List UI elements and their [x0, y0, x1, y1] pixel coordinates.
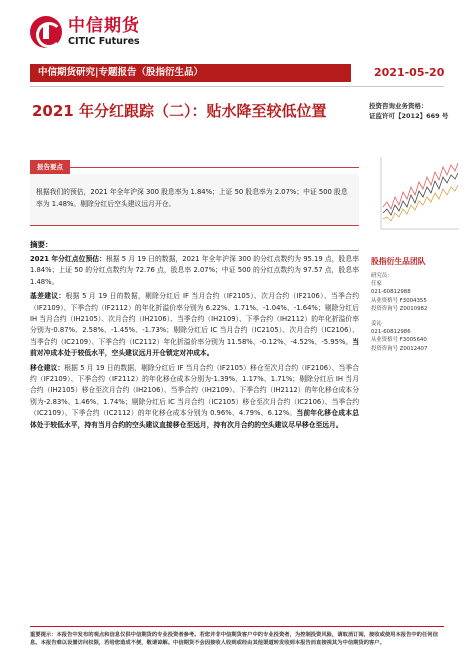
paragraph-text: 根据 5 月 19 日的数据，2021 年全年沪深 300 的分红点数约为 95.19 点，股息率 1.84%；上证 50 的分红点数约为 72.76 点，股息率 2.07%；中证 500 的分红点数约为 97.57 点，股息率 1.48%。 [30, 255, 359, 286]
analyst-certificate: 投资咨询号 Z0010982 [371, 305, 428, 312]
summary-divider [30, 250, 359, 251]
paragraph-emphasis: 当前年化移仓成本总体处于较低水平，持有当月合约的空头建议直接移仓至远月，持有次月合约的空头建议尽早移仓至远月。 [30, 409, 359, 429]
report-category-bar: 中信期货研究|专题报告（股指衍生品） [30, 64, 351, 82]
analyst-card [371, 320, 466, 353]
analyst-role: 研究员： [371, 273, 393, 279]
analyst-qualification: 从业资格号 F3004355 [371, 297, 427, 304]
company-logo [30, 16, 140, 48]
disclaimer-text: 重要提示：本报告中发布的观点和信息仅供中信期货的专业投资者参考。若您并非中信期货客户中的专业投资者，为控制投资风险，请取消订阅，接收或使用本报告中的任何信息。本报告难以设置访问权限，若给您造成不便，敬请谅解。中信期货不会因接收人收到或经由其他渠道转发收到本报告而直接视其为中信期货的客户。 [30, 632, 438, 647]
paragraph-lead: 移仓建议： [30, 363, 65, 372]
summary-paragraph-rollover [30, 363, 359, 431]
summary-paragraph-dividend [30, 254, 359, 288]
summary-body [30, 254, 359, 434]
team-title: 股指衍生品团队 [371, 257, 426, 266]
citic-logo-icon [30, 16, 62, 48]
analyst-card [371, 272, 466, 313]
key-points-divider [70, 167, 359, 168]
license-line-1: 投资咨询业务资格： [369, 102, 428, 110]
team-sidebar [371, 256, 466, 360]
disclaimer-divider [30, 626, 444, 627]
thumbnail-chart [373, 147, 463, 243]
report-title: 2021 年分红跟踪（二）：贴水降至较低位置 [32, 102, 327, 120]
analyst-name: 姜沁 [371, 321, 382, 328]
key-points-box [30, 174, 359, 226]
analyst-name: 任家 [371, 281, 382, 288]
paragraph-text: 根据 5 月 19 日的数据，剔除分红后 IF 当月合约（IF2105）、次月合约（IF2106）、当季合约（IF2109）、下季合约（IF2112）的年化折溢价率分别为 6.22%、1.71%、-1.04%、-1.64%；剔除分红后 IH 当月合约（IH2105）、次月合约（IH2106）、当季合约（IH2109）、下季合约（IH2112）的年化折溢价率分别为-0.87%、2.58%、-1.45%、-1.73%；剔除分红后 IC 当月合约（IC2105）、次月合约（IC2106）、当季合约（IC2109）、下季合约（IC2112）年化折溢价率分别为 11.58%、-0.12%、-4.52%、-5.95%。 [30, 292, 359, 346]
license-info [369, 101, 448, 121]
logo-chinese-name: 中信期货 [68, 15, 140, 36]
price-trend-chart [373, 147, 463, 243]
analyst-certificate: 投资咨询号 Z0012407 [371, 345, 428, 352]
key-points-label: 报告要点 [30, 160, 70, 174]
paragraph-text: 根据 5 月 19 日的数据，剔除分红后 IF 当月合约（IF2105）移仓至次月合约（IF2106）、当季合约（IF2109）、下季合约（IF2112）的年化移仓成本分别为-1.39%、1.17%、1.71%；剔除分红后 IH 当月合约（IH2105）移仓至次月合约（IH2106）、当季合约（IH2109）、下季合约（IH2112）的年化移仓成本分别为-2.83%、1.46%、1.74%；剔除分红后 IC 当月合约（IC2105）移仓至次月合约（IC2106）、当季合约（IC2109）、下季合约（IC2112）的年化移仓成本分别为 0.96%、4.79%、6.12%。 [30, 363, 360, 418]
license-line-2: 证监许可【2012】669 号 [369, 112, 449, 120]
key-points-text: 根据我们的预估，2021 年全年沪深 300 股息率为 1.84%；上证 50 股息率为 2.07%；中证 500 股息率为 1.48%。剔除分红后空头建议远月开仓。 [36, 188, 348, 208]
paragraph-emphasis: 当前对冲成本处于较低水平，空头建议远月开仓锁定对冲成本。 [30, 337, 359, 358]
logo-english-name: CITIC Futures [68, 35, 140, 47]
analyst-phone: 021-60812988 [371, 289, 411, 296]
summary-heading: 摘要： [30, 240, 53, 249]
paragraph-lead: 2021 年分红点位预估： [30, 255, 106, 263]
analyst-qualification: 从业资格号 F3005640 [371, 337, 427, 344]
header-divider [30, 86, 444, 87]
summary-paragraph-basis [30, 291, 359, 359]
report-date: 2021-05-20 [374, 66, 445, 79]
paragraph-lead: 基差建议： [30, 292, 66, 301]
analyst-phone: 021-60812986 [371, 329, 411, 336]
